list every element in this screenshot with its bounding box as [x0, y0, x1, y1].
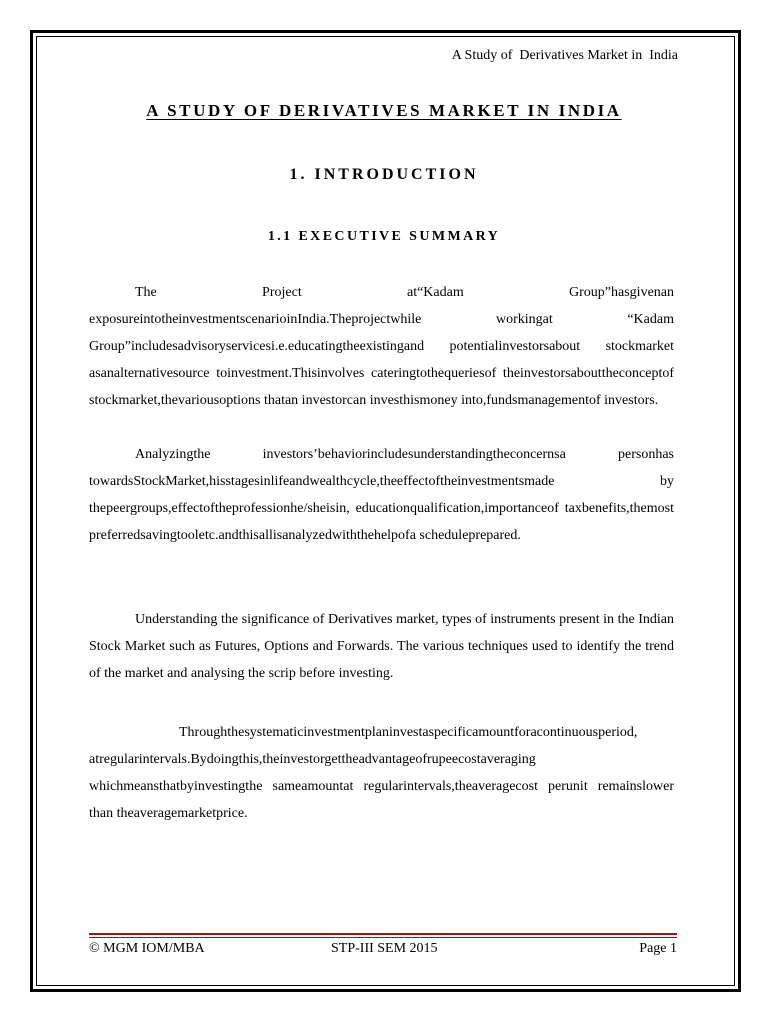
running-header: A Study of Derivatives Market in India: [451, 48, 678, 63]
footer-rule: [89, 937, 677, 938]
paragraph: [89, 719, 674, 827]
paragraph-text: Analyzingthe investors’behaviorincludesunderstandingtheconcernsa personhas towardsStockMarket,hisstagesinlifeandwealthcycle,theeffectoftheinvestmentsmade by thepeergroups,effectoftheprofessionhe/sheisin, educationqualification,importanceof taxbenefits,themost preferredsavingtooletc.andthisallisanalyzedwiththehelpofa scheduleprepared.: [89, 447, 674, 543]
footer-semester: STP-III SEM 2015: [331, 941, 438, 956]
paragraph: [89, 606, 674, 687]
paragraph-text: The Project at“Kadam Group”hasgivenan exposureintotheinvestmentscenarioinIndia.Theprojectwhile workingat “Kadam Group”includesadvisoryservicesi.e.educatingtheexistingand potentialinvestorsabout stockmarket asanalternativesource toinvestment.Thisinvolves cateringtothequeriesof theinvestorsabouttheconceptof stockmarket,thevariousoptions thatan investorcan investhismoney into,fundsmanagementof investors.: [89, 285, 674, 408]
subsection-heading: 1.1 EXECUTIVE SUMMARY: [267, 229, 501, 244]
paragraph-text: Throughthesystematicinvestmentplaninvestaspecificamountforacontinuousperiod, atregularintervals.Bydoingthis,theinvestorgettheadvantageofrupeecostaveraging whichmeansthatbyinvestingthe sameamountat regularintervals,theaveragecost perunit remainslower than theaveragemarketprice.: [89, 725, 674, 821]
paragraph-text: Understanding the significance of Derivatives market, types of instruments present in the Indian Stock Market such as Futures, Options and Forwards. The various techniques used to identify the trend of the market and analysing the scrip before investing.: [89, 612, 674, 681]
paragraph: [89, 279, 674, 414]
page-footer: [89, 941, 677, 961]
footer-rule: [89, 933, 677, 935]
section-heading: 1. INTRODUCTION: [289, 166, 479, 183]
paragraph: [89, 441, 674, 549]
document-title: [0, 101, 768, 121]
footer-copyright: © MGM IOM/MBA: [89, 941, 205, 956]
page-number: Page 1: [639, 941, 677, 956]
document-title-text: A STUDY OF DERIVATIVES MARKET IN INDIA: [146, 101, 622, 120]
